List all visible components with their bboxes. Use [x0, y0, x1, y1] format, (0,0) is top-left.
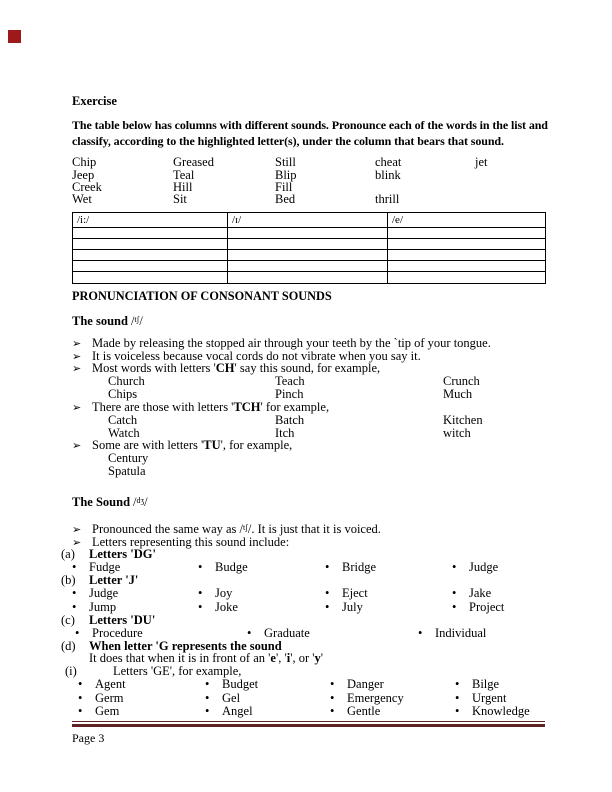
tsh-ipa-symbol: /$^{tʃ}$/ — [239, 522, 252, 536]
dot-bullet-icon: • — [198, 560, 203, 574]
bullet-word: Graduate — [264, 626, 310, 640]
table-header-cell: /e/ — [387, 213, 545, 227]
letters-tu: TU — [203, 438, 221, 452]
word-item: Greased — [173, 155, 214, 169]
bullet-text: It is voiceless because vocal cords do not vibrate when you say it. — [92, 349, 421, 363]
bullet-word: July — [342, 600, 363, 614]
word-item: Still — [275, 155, 296, 169]
list-marker: (b) — [61, 573, 76, 587]
bullet-word: Bilge — [472, 677, 500, 691]
bullet-word: Jake — [469, 586, 492, 600]
table-empty-cell — [73, 228, 227, 238]
word-item: Creek — [72, 180, 102, 194]
example-word: Spatula — [108, 464, 146, 478]
word-list-row — [0, 155, 612, 169]
bullet-text: There are those with letters ' — [92, 400, 234, 414]
word-item: Wet — [72, 192, 92, 206]
example-row — [0, 387, 612, 401]
arrow-bullet-icon: ➢ — [72, 524, 82, 536]
example-row — [0, 413, 612, 427]
dot-bullet-icon: • — [330, 704, 335, 718]
list-label: Letters 'DG' — [89, 547, 156, 561]
table-empty-cell — [387, 272, 545, 283]
word-list-row — [0, 192, 612, 206]
dot-bullet-icon: • — [78, 677, 83, 691]
g-rule-note: It does that when it is in front of an 'e', 'i', or 'y' — [89, 651, 324, 665]
example-word: Watch — [108, 426, 140, 440]
word-item: Bed — [275, 192, 296, 206]
table-header-row — [73, 213, 545, 228]
bullet-word: Angel — [222, 704, 253, 718]
dot-bullet-icon: • — [72, 600, 77, 614]
bullet-word: Judge — [89, 586, 119, 600]
example-row — [0, 374, 612, 388]
table-header-cell: /ɪ/ — [227, 213, 387, 227]
dzh-ipa-symbol: /$^{dʒ}$/ — [133, 495, 148, 509]
bullet-text: Most words with letters ' — [92, 361, 216, 375]
bullet-word: Procedure — [92, 626, 143, 640]
table-empty-row — [73, 272, 545, 283]
bullet-word: Joke — [215, 600, 238, 614]
word-item: Hill — [173, 180, 193, 194]
footer-rule-thick — [72, 724, 545, 727]
bullet-word: Budget — [222, 677, 259, 691]
word-item: jet — [475, 155, 488, 169]
word-item: cheat — [375, 155, 402, 169]
word-item: blink — [375, 168, 401, 182]
example-row — [0, 464, 612, 478]
dot-bullet-icon: • — [247, 626, 252, 640]
bullet-word: Judge — [469, 560, 499, 574]
example-word: Crunch — [443, 374, 480, 388]
tsh-section-heading — [72, 314, 143, 329]
dot-bullet-icon: • — [452, 560, 457, 574]
dot-bullet-icon: • — [452, 586, 457, 600]
dot-bullet-icon: • — [72, 586, 77, 600]
bullet-word: Agent — [95, 677, 126, 691]
instructions-line2: classify, according to the highlighted letter(s), under the column that bears that sound. — [72, 134, 504, 148]
bullet-word-row — [0, 691, 612, 705]
example-row — [0, 451, 612, 465]
list-label: When letter 'G represents the sound — [89, 639, 282, 653]
tsh-heading-text: The sound — [72, 314, 128, 328]
table-empty-cell — [387, 250, 545, 260]
dot-bullet-icon: • — [75, 626, 80, 640]
bullet-word-row — [0, 677, 612, 691]
instructions-line1: The table below has columns with different sounds. Pronounce each of the words in the list and — [72, 118, 548, 132]
bullet-text: ' for example, — [260, 400, 330, 414]
bullet-word: Individual — [435, 626, 487, 640]
dot-bullet-icon: • — [78, 704, 83, 718]
bullet-word: Joy — [215, 586, 233, 600]
dzh-section-heading — [72, 495, 148, 510]
table-empty-row — [73, 228, 545, 239]
arrow-bullet-icon: ➢ — [72, 440, 82, 452]
list-label: Letters 'GE', for example, — [113, 664, 242, 678]
bullet-word: Knowledge — [472, 704, 530, 718]
dzh-heading-text: The Sound — [72, 495, 131, 509]
example-word: Kitchen — [443, 413, 483, 427]
tsh-ipa-symbol: /$^{tʃ}$/ — [130, 314, 143, 328]
table-empty-cell — [387, 261, 545, 271]
table-empty-cell — [227, 261, 387, 271]
bullet-word-row — [0, 560, 612, 574]
bullet-word: Danger — [347, 677, 384, 691]
table-empty-cell — [227, 272, 387, 283]
word-item: thrill — [375, 192, 400, 206]
dot-bullet-icon: • — [455, 691, 460, 705]
bullet-text: ' say this sound, for example, — [234, 361, 381, 375]
word-item: Fill — [275, 180, 293, 194]
example-word: Church — [108, 374, 145, 388]
bullet-word: Project — [469, 600, 505, 614]
table-empty-cell — [73, 272, 227, 283]
sound-classification-table — [72, 212, 546, 284]
footer-rule-thin — [72, 721, 545, 722]
dot-bullet-icon: • — [205, 704, 210, 718]
letter-y: y — [314, 651, 321, 665]
word-item: Blip — [275, 168, 297, 182]
dot-bullet-icon: • — [330, 691, 335, 705]
list-marker: (d) — [61, 639, 76, 653]
bullet-text: . It is just that it is voiced. — [251, 522, 381, 536]
list-marker: (i) — [65, 664, 77, 678]
letters-ch: CH — [215, 361, 235, 375]
bullet-word: Gem — [95, 704, 120, 718]
dot-bullet-icon: • — [325, 600, 330, 614]
bullet-word: Gel — [222, 691, 241, 705]
bullet-word: Gentle — [347, 704, 381, 718]
table-header-cell: /i:/ — [77, 214, 90, 226]
table-empty-row — [73, 261, 545, 272]
bullet-text: Pronounced the same way as — [92, 522, 240, 536]
table-empty-row — [73, 239, 545, 250]
bullet-word: Fudge — [89, 560, 121, 574]
list-marker: (c) — [61, 613, 75, 627]
bullet-word: Urgent — [472, 691, 507, 705]
table-empty-cell — [73, 261, 227, 271]
dot-bullet-icon: • — [330, 677, 335, 691]
dot-bullet-icon: • — [452, 600, 457, 614]
bullet-word: Budge — [215, 560, 248, 574]
table-empty-cell — [227, 239, 387, 249]
bullet-text: Letters representing this sound include: — [92, 535, 290, 549]
bullet-word-row — [0, 600, 612, 614]
table-empty-cell — [227, 250, 387, 260]
list-label: Letter 'J' — [89, 573, 139, 587]
arrow-bullet-icon: ➢ — [72, 338, 82, 350]
bullet-word: Eject — [342, 586, 368, 600]
bullet-word-row — [0, 626, 612, 640]
arrow-bullet-icon: ➢ — [72, 363, 82, 375]
list-marker: (a) — [61, 547, 75, 561]
word-item: Teal — [173, 168, 195, 182]
example-word: witch — [443, 426, 471, 440]
letter-i: i — [286, 651, 291, 665]
dot-bullet-icon: • — [198, 586, 203, 600]
exercise-heading: Exercise — [72, 94, 117, 108]
word-item: Jeep — [72, 168, 95, 182]
page-number: Page 3 — [72, 731, 105, 745]
dot-bullet-icon: • — [455, 677, 460, 691]
dot-bullet-icon: • — [325, 586, 330, 600]
dot-bullet-icon: • — [455, 704, 460, 718]
dot-bullet-icon: • — [72, 560, 77, 574]
bullet-text: ', for example, — [220, 438, 293, 452]
example-word: Pinch — [275, 387, 304, 401]
letter-e: e — [270, 651, 276, 665]
table-empty-cell — [387, 239, 545, 249]
example-word: Much — [443, 387, 473, 401]
example-word: Catch — [108, 413, 138, 427]
word-item: Sit — [173, 192, 187, 206]
letters-tch: TCH — [233, 400, 261, 414]
bullet-word: Bridge — [342, 560, 377, 574]
example-word: Batch — [275, 413, 305, 427]
bullet-word-row — [0, 704, 612, 718]
list-label: Letters 'DU' — [89, 613, 156, 627]
table-empty-cell — [73, 250, 227, 260]
dot-bullet-icon: • — [205, 691, 210, 705]
example-word: Century — [108, 451, 149, 465]
bullet-text: Some are with letters ' — [92, 438, 204, 452]
arrow-bullet-icon: ➢ — [72, 537, 82, 549]
table-empty-cell — [387, 228, 545, 238]
example-word: Chips — [108, 387, 138, 401]
bullet-word: Jump — [89, 600, 117, 614]
table-empty-row — [73, 250, 545, 261]
dot-bullet-icon: • — [418, 626, 423, 640]
bullet-text: Made by releasing the stopped air through your teeth by the `tip of your tongue. — [92, 336, 491, 350]
red-corner-mark — [8, 30, 21, 43]
example-word: Itch — [275, 426, 295, 440]
bullet-word-row — [0, 586, 612, 600]
arrow-bullet-icon: ➢ — [72, 402, 82, 414]
arrow-bullet-icon: ➢ — [72, 351, 82, 363]
example-word: Teach — [275, 374, 305, 388]
table-empty-cell — [227, 228, 387, 238]
dot-bullet-icon: • — [78, 691, 83, 705]
dot-bullet-icon: • — [198, 600, 203, 614]
consonant-sounds-heading: PRONUNCIATION OF CONSONANT SOUNDS — [72, 289, 332, 303]
bullet-word: Emergency — [347, 691, 404, 705]
bullet-word: Germ — [95, 691, 124, 705]
dot-bullet-icon: • — [325, 560, 330, 574]
dot-bullet-icon: • — [205, 677, 210, 691]
table-empty-cell — [73, 239, 227, 249]
word-item: Chip — [72, 155, 97, 169]
